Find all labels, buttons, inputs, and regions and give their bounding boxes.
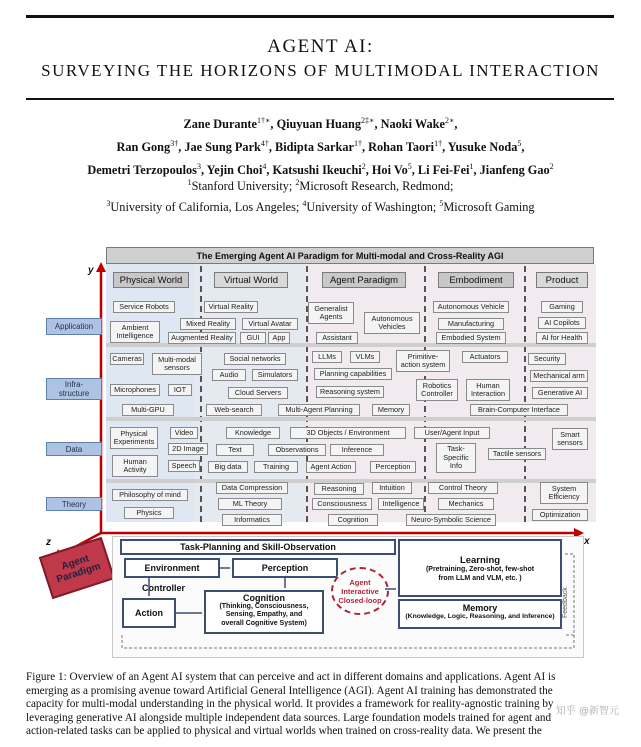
perception-box: Perception — [232, 558, 338, 578]
agent-paradigm-badge: Agent Paradigm — [39, 537, 115, 599]
cell: Intuition — [372, 482, 412, 494]
caption-line: action-related tasks can be applied to physical and virtual worlds when trained on cross-reality data. We present the — [26, 725, 542, 737]
cell: Mixed Reality — [180, 318, 236, 330]
cell: Cognition — [328, 514, 378, 526]
affiliation-line — [40, 174, 601, 195]
x-axis-label: x — [584, 536, 590, 547]
author-affil-mark: 2‡∗ — [361, 116, 375, 125]
affiliation-name: University of Washington; — [306, 200, 440, 215]
col-product: Product — [536, 272, 588, 288]
author-name: Zane Durante — [183, 117, 257, 132]
cell: Multi-GPU — [122, 404, 174, 416]
cell: Generative AI — [532, 387, 588, 399]
caption-line: emerging as a promising avenue toward Artificial General Intelligence (AGI). Agent AI training has demonstrated the — [26, 684, 553, 697]
col-virtual-world: Virtual World — [214, 272, 288, 288]
cell: Speech — [168, 460, 200, 472]
cell: Task- Specific Info — [436, 443, 476, 473]
author-affil-mark: 5 — [517, 139, 522, 149]
col-physical-world: Physical World — [113, 272, 189, 288]
cell: Mechanics — [438, 498, 494, 510]
cell: AI Copilots — [538, 317, 586, 329]
cell: Robotics Controller — [416, 379, 458, 401]
cell: Gaming — [541, 301, 583, 313]
cognition-title: Cognition — [243, 593, 285, 603]
author-affil-mark: 2 — [361, 162, 366, 172]
cell: Data Compression — [216, 482, 288, 494]
cell: Planning capabilities — [314, 368, 392, 380]
author-affil-mark: 1 — [469, 162, 474, 172]
figure-banner: The Emerging Agent AI Paradigm for Multi-modal and Cross-Reality AGI — [106, 247, 594, 264]
cell: Simulators — [252, 369, 298, 381]
author-affil-mark: 3 — [196, 162, 201, 172]
cell: Smart sensors — [552, 428, 588, 450]
cell: Optimization — [532, 509, 588, 521]
cell: Physics — [124, 507, 174, 519]
cell: Video — [170, 427, 198, 439]
cell: Ambient Intelligence — [110, 321, 160, 343]
cell: Virtual Reality — [204, 301, 258, 313]
cell: Social networks — [224, 353, 286, 365]
top-rule — [26, 15, 614, 18]
watermark: 知乎 @新智元 — [555, 706, 619, 717]
task-planning-box: Task-Planning and Skill-Observation — [120, 539, 396, 555]
author-name: Ran Gong — [116, 140, 171, 155]
cell: Informatics — [222, 514, 282, 526]
cell: ML Theory — [218, 498, 282, 510]
author-affil-mark: 4† — [260, 139, 269, 149]
author-affil-mark: 3† — [170, 139, 179, 149]
author-name: Naoki Wake — [380, 117, 445, 132]
cell: App — [268, 332, 290, 344]
author-affil-mark: 2 — [549, 162, 554, 172]
cell: Physical Experiments — [110, 427, 158, 449]
author-name: Jae Sung Park — [184, 140, 261, 155]
cell: User/Agent Input — [414, 427, 490, 439]
affiliation-list — [40, 174, 601, 216]
cell: Cloud Servers — [228, 387, 288, 399]
controller-label: Controller — [142, 583, 186, 593]
cell: VLMs — [350, 351, 380, 363]
cell: Philosophy of mind — [112, 489, 188, 501]
caption-line: Figure 1: Overview of an Agent AI system that can perceive and act in different domains and applications. Agent AI is — [26, 671, 556, 683]
cell: Intelligence — [378, 498, 424, 510]
cell: Embodied System — [436, 332, 506, 344]
cell: Multi-modal sensors — [152, 353, 202, 375]
author-affil-mark: 1† — [353, 139, 362, 149]
author-name: Katsushi Ikeuchi — [272, 163, 362, 178]
cell: AI for Health — [536, 332, 588, 344]
cell: Assistant — [316, 332, 358, 344]
author-name: Rohan Taori — [368, 140, 435, 155]
cell: Generalist Agents — [308, 302, 354, 324]
learning-detail: (Pretraining, Zero-shot, few-shot from LLM and VLM, etc. ) — [425, 566, 535, 582]
cell: Autonomous Vehicles — [364, 312, 420, 334]
affiliation-mark: 4 — [302, 199, 307, 209]
z-axis-label: z — [46, 537, 51, 548]
author-line: Zane Durante$^{1\dagger∗}$, Qiuyuan Huang$^{2\ddagger∗}$, Naoki Wake$^{2∗}$, — [183, 116, 458, 132]
author-affil-mark: 5 — [407, 162, 412, 172]
affiliation-mark: 3 — [106, 199, 111, 209]
affiliation-name: University of California, Los Angeles; — [110, 200, 303, 215]
cell: Training — [254, 461, 298, 473]
author-name: Hoi Vo — [371, 163, 408, 178]
cell: Audio — [212, 369, 246, 381]
author-line: Ran Gong$^{3\dagger}$, Jae Sung Park$^{4\dagger}$, Bidipta Sarkar$^{1\dagger}$, Rohan Taori$^{1\dagger}$, Yusuke Noda$^5$, — [116, 139, 525, 155]
cell: Consciousness — [312, 498, 372, 510]
y-axis-label: y — [88, 265, 94, 276]
row-infrastructure: Infra- structure — [46, 378, 102, 400]
cell: 3D Objects / Environment — [290, 427, 406, 439]
feedback-loop — [564, 554, 574, 635]
cell: Cameras — [110, 353, 144, 365]
title-line-1: AGENT AI: — [267, 36, 374, 57]
learning-title: Learning — [459, 555, 501, 566]
cell: Manufacturing — [438, 318, 504, 330]
cell: Knowledge — [226, 427, 280, 439]
cell: Memory — [372, 404, 410, 416]
row-theory: Theory — [46, 497, 102, 511]
affiliation-name: Stanford University; — [191, 179, 296, 194]
cell: Multi-Agent Planning — [278, 404, 360, 416]
author-list — [40, 111, 601, 180]
cell: Mechanical arm — [530, 370, 588, 382]
cell: Inference — [330, 444, 384, 456]
cell: Reasoning system — [316, 386, 384, 398]
author-affil-mark: 1†∗ — [256, 116, 271, 125]
cell: Augmented Reality — [168, 332, 236, 344]
author-name: Qiuyuan Huang — [276, 117, 361, 132]
feedback-loop — [122, 635, 574, 648]
title-line-2: SURVEYING THE HORIZONS OF MULTIMODAL INTERACTION — [41, 61, 600, 80]
environment-box: Environment — [124, 558, 220, 578]
caption-line: capacity for multi-modal understanding in the physical world. It provides a framework for reality-agnostic training by — [26, 698, 554, 710]
cell: Agent Action — [306, 461, 356, 473]
cell: Actuators — [462, 351, 508, 363]
cell: System Efficiency — [540, 482, 588, 504]
figure-caption — [26, 671, 615, 739]
cell: GUI — [240, 332, 266, 344]
cell: Control Theory — [428, 482, 498, 494]
cell: Brain-Computer Interface — [470, 404, 568, 416]
cell: Neuro-Symbolic Science — [406, 514, 496, 526]
cell: Perception — [370, 461, 416, 473]
paper-title — [0, 36, 641, 58]
affiliation-name: Microsoft Gaming — [443, 200, 535, 215]
col-embodiment: Embodiment — [438, 272, 514, 288]
row-data: Data — [46, 442, 102, 456]
author-name: Yusuke Noda — [447, 140, 518, 155]
affiliation-mark: 5 — [439, 199, 444, 209]
cell: Human Interaction — [466, 379, 510, 401]
cognition-detail: (Thinking, Consciousness, Sensing, Empathy, and overall Cognitive System) — [219, 603, 309, 627]
cell: Observations — [268, 444, 326, 456]
cell: Autonomous Vehicle — [433, 301, 509, 313]
cell: 2D Image — [168, 443, 208, 455]
feedback-label: Feedback — [562, 587, 569, 618]
cell: Human Activity — [112, 455, 158, 477]
affiliation-mark: 1 — [187, 178, 192, 187]
cell: Big data — [208, 461, 248, 473]
cell: Microphones — [110, 384, 160, 396]
author-line: Demetri Terzopoulos$^3$, Yejin Choi$^4$, Katsushi Ikeuchi$^2$, Hoi Vo$^5$, Li Fei-Fei$^1$, Jianfeng Gao$^2$ — [87, 162, 554, 178]
author-name: Bidipta Sarkar — [275, 140, 354, 155]
cell: Reasoning — [314, 483, 364, 495]
affiliation-name: Microsoft Research, Redmond; — [299, 179, 454, 194]
author-name: Jianfeng Gao — [479, 163, 550, 178]
cell: Web-search — [206, 404, 262, 416]
cell: Text — [216, 444, 254, 456]
cell: Virtual Avatar — [242, 318, 298, 330]
cell: LLMs — [312, 351, 342, 363]
row-application: Application — [46, 318, 102, 335]
figure-1 — [0, 240, 641, 660]
memory-detail: (Knowledge, Logic, Reasoning, and Inference) — [405, 613, 555, 620]
cell: Primitive- action system — [396, 350, 450, 372]
author-affil-mark: 4 — [262, 162, 267, 172]
closed-loop: Agent Interactive Closed-loop — [331, 567, 389, 615]
col-agent-paradigm: Agent Paradigm — [322, 272, 406, 288]
author-affil-mark: 1† — [434, 139, 443, 149]
paper-subtitle — [0, 61, 641, 81]
memory-title: Memory — [462, 603, 498, 613]
cell: Service Robots — [113, 301, 175, 313]
flow-arrows — [0, 240, 641, 660]
author-name: Yejin Choi — [206, 163, 263, 178]
author-name: Li Fei-Fei — [417, 163, 470, 178]
cell: Tactile sensors — [488, 448, 546, 460]
caption-line: leveraging generative AI alongside multiple independent data sources. Large foundation models trained for agent and — [26, 711, 552, 724]
action-box: Action — [122, 598, 176, 628]
cell: Security — [528, 353, 566, 365]
title-rule — [26, 98, 614, 100]
cell: IOT — [168, 384, 192, 396]
author-name: Demetri Terzopoulos — [87, 163, 197, 178]
affiliation-mark: 2 — [295, 178, 300, 187]
author-affil-mark: 2∗ — [444, 116, 455, 125]
affiliation-line — [40, 195, 601, 216]
